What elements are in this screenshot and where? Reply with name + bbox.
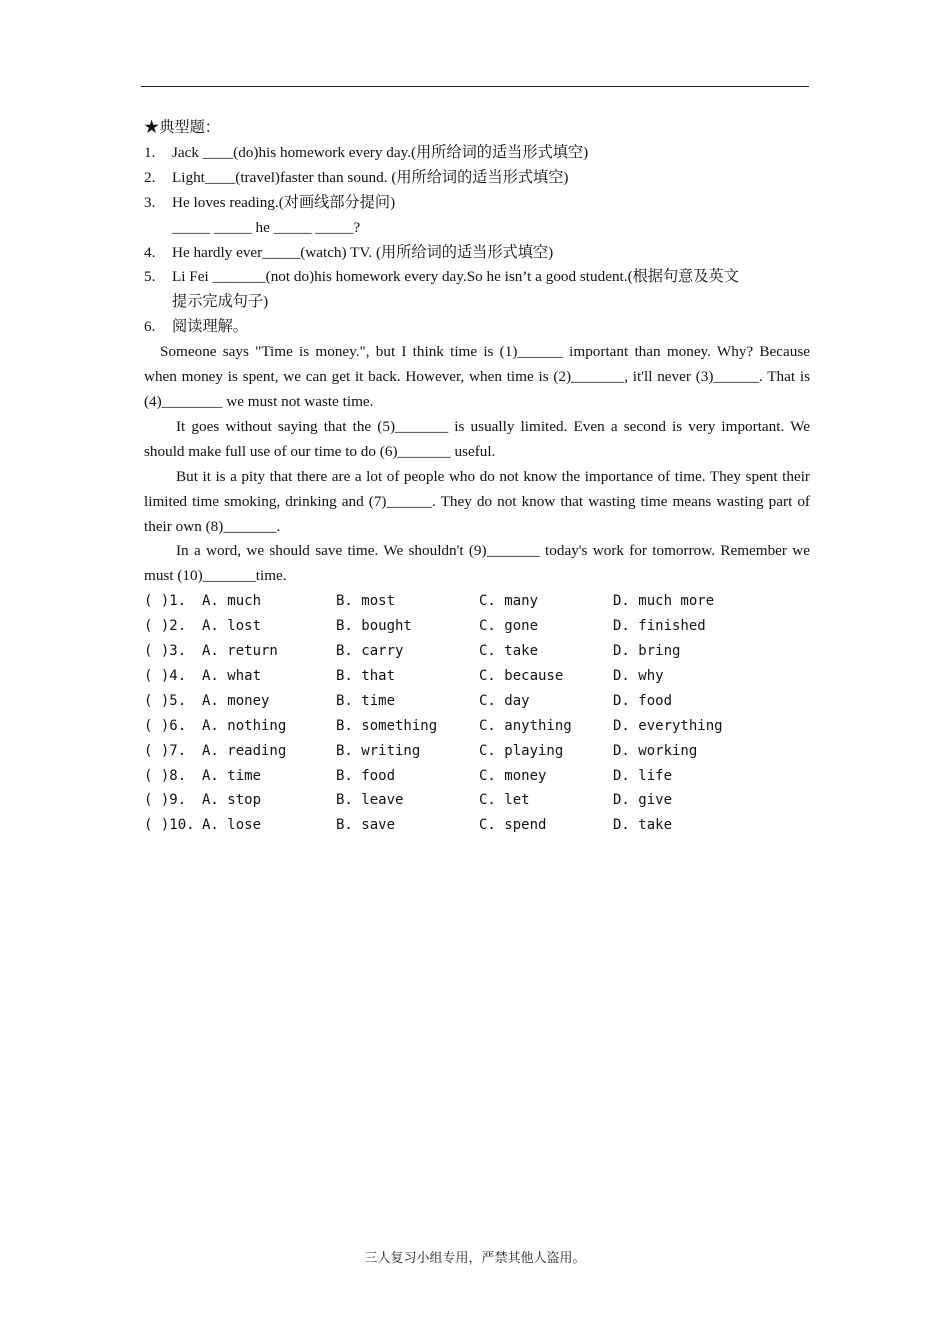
option-c: C. gone xyxy=(479,618,539,635)
question-item xyxy=(144,166,810,191)
option-b: B. something xyxy=(336,717,438,734)
option-d: D. life xyxy=(613,767,673,784)
option-b: B. most xyxy=(336,593,396,610)
option-b: B. writing xyxy=(336,742,421,759)
option-a: A. nothing xyxy=(202,717,287,734)
question-text: Light____(travel)faster than sound. (用所给词的适当形式填空) xyxy=(172,168,569,186)
option-c: C. day xyxy=(479,692,530,709)
option-a: A. money xyxy=(202,692,270,709)
question-subline: _____ _____ he _____ _____? xyxy=(172,218,361,236)
option-a: A. lost xyxy=(202,618,262,635)
question-item xyxy=(144,265,810,290)
answer-options xyxy=(144,589,810,838)
question-number: 1. xyxy=(144,143,156,161)
question-text: He loves reading.(对画线部分提问) xyxy=(172,193,396,211)
question-text: He hardly ever_____(watch) TV. (用所给词的适当形式填空) xyxy=(172,243,554,261)
reading-passage xyxy=(144,340,810,589)
option-a: A. reading xyxy=(202,742,287,759)
option-b: B. save xyxy=(336,817,396,834)
answer-blank: ( )4. xyxy=(144,667,187,684)
option-row xyxy=(144,813,810,838)
option-b: B. food xyxy=(336,767,396,784)
answer-blank: ( )2. xyxy=(144,618,187,635)
question-text: Li Fei _______(not do)his homework every day.So he isn’t a good student.(根据句意及英文 xyxy=(172,268,739,286)
option-row xyxy=(144,614,810,639)
option-d: D. working xyxy=(613,742,698,759)
option-row xyxy=(144,764,810,789)
question-number: 3. xyxy=(144,193,156,211)
passage-paragraph: Someone says "Time is money.", but I think time is (1)______ important than money. Why? Because when money is spent, we can get it back. However, when time is (2)_______, it'll never (3)______. That is (4)________ we must not waste time. xyxy=(144,343,810,410)
option-c: C. anything xyxy=(479,717,572,734)
answer-blank: ( )7. xyxy=(144,742,187,759)
answer-blank: ( )6. xyxy=(144,717,187,734)
option-c: C. money xyxy=(479,767,547,784)
page-footer: 三人复习小组专用，严禁其他人盗用。 xyxy=(364,1251,586,1266)
option-d: D. food xyxy=(613,692,673,709)
option-c: C. take xyxy=(479,643,539,660)
option-d: D. bring xyxy=(613,643,681,660)
option-row xyxy=(144,788,810,813)
passage-paragraph: It goes without saying that the (5)_______ is usually limited. Even a second is very important. We should make full use of our time to do (6)_______ useful. xyxy=(144,417,810,460)
option-a: A. lose xyxy=(202,817,262,834)
option-d: D. everything xyxy=(613,717,723,734)
option-d: D. much more xyxy=(613,593,715,610)
answer-blank: ( )5. xyxy=(144,692,187,709)
answer-blank: ( )8. xyxy=(144,767,187,784)
option-c: C. let xyxy=(479,792,530,809)
option-b: B. bought xyxy=(336,618,412,635)
question-item xyxy=(144,315,810,340)
option-a: A. return xyxy=(202,643,278,660)
question-number: 4. xyxy=(144,243,156,261)
option-b: B. leave xyxy=(336,792,404,809)
option-d: D. give xyxy=(613,792,673,809)
answer-blank: ( )1. xyxy=(144,593,187,610)
option-b: B. time xyxy=(336,692,396,709)
option-a: A. what xyxy=(202,667,262,684)
option-c: C. because xyxy=(479,667,564,684)
question-number: 6. xyxy=(144,318,156,336)
option-row xyxy=(144,689,810,714)
option-d: D. finished xyxy=(613,618,706,635)
passage-paragraph: In a word, we should save time. We shouldn't (9)_______ today's work for tomorrow. Remember we must (10)_______time. xyxy=(144,542,810,585)
option-row xyxy=(144,714,810,739)
answer-blank: ( )10. xyxy=(144,817,195,834)
option-a: A. stop xyxy=(202,792,262,809)
question-text: Jack ____(do)his homework every day.(用所给词的适当形式填空) xyxy=(172,143,589,161)
option-row xyxy=(144,639,810,664)
question-list xyxy=(144,141,810,340)
question-subline: 提示完成句子) xyxy=(172,293,269,311)
question-text: 阅读理解。 xyxy=(172,318,248,336)
option-c: C. many xyxy=(479,593,539,610)
question-item xyxy=(144,191,810,216)
header-rule xyxy=(141,86,809,87)
question-item xyxy=(144,141,810,166)
question-number: 2. xyxy=(144,168,156,186)
option-c: C. playing xyxy=(479,742,564,759)
passage-paragraph: But it is a pity that there are a lot of people who do not know the importance of time. They spent their limited time smoking, drinking and (7)______. They do not know that wasting time means wasting part of their own (8)_______. xyxy=(144,467,810,535)
option-d: D. take xyxy=(613,817,673,834)
document-body xyxy=(144,116,810,838)
question-item xyxy=(144,241,810,266)
option-b: B. that xyxy=(336,667,396,684)
option-c: C. spend xyxy=(479,817,547,834)
section-heading: ★典型题： xyxy=(144,119,220,136)
option-row xyxy=(144,589,810,614)
answer-blank: ( )9. xyxy=(144,792,187,809)
question-number: 5. xyxy=(144,268,156,286)
answer-blank: ( )3. xyxy=(144,643,187,660)
option-a: A. much xyxy=(202,593,262,610)
option-b: B. carry xyxy=(336,643,404,660)
option-row xyxy=(144,739,810,764)
option-a: A. time xyxy=(202,767,262,784)
option-row xyxy=(144,664,810,689)
option-d: D. why xyxy=(613,667,664,684)
